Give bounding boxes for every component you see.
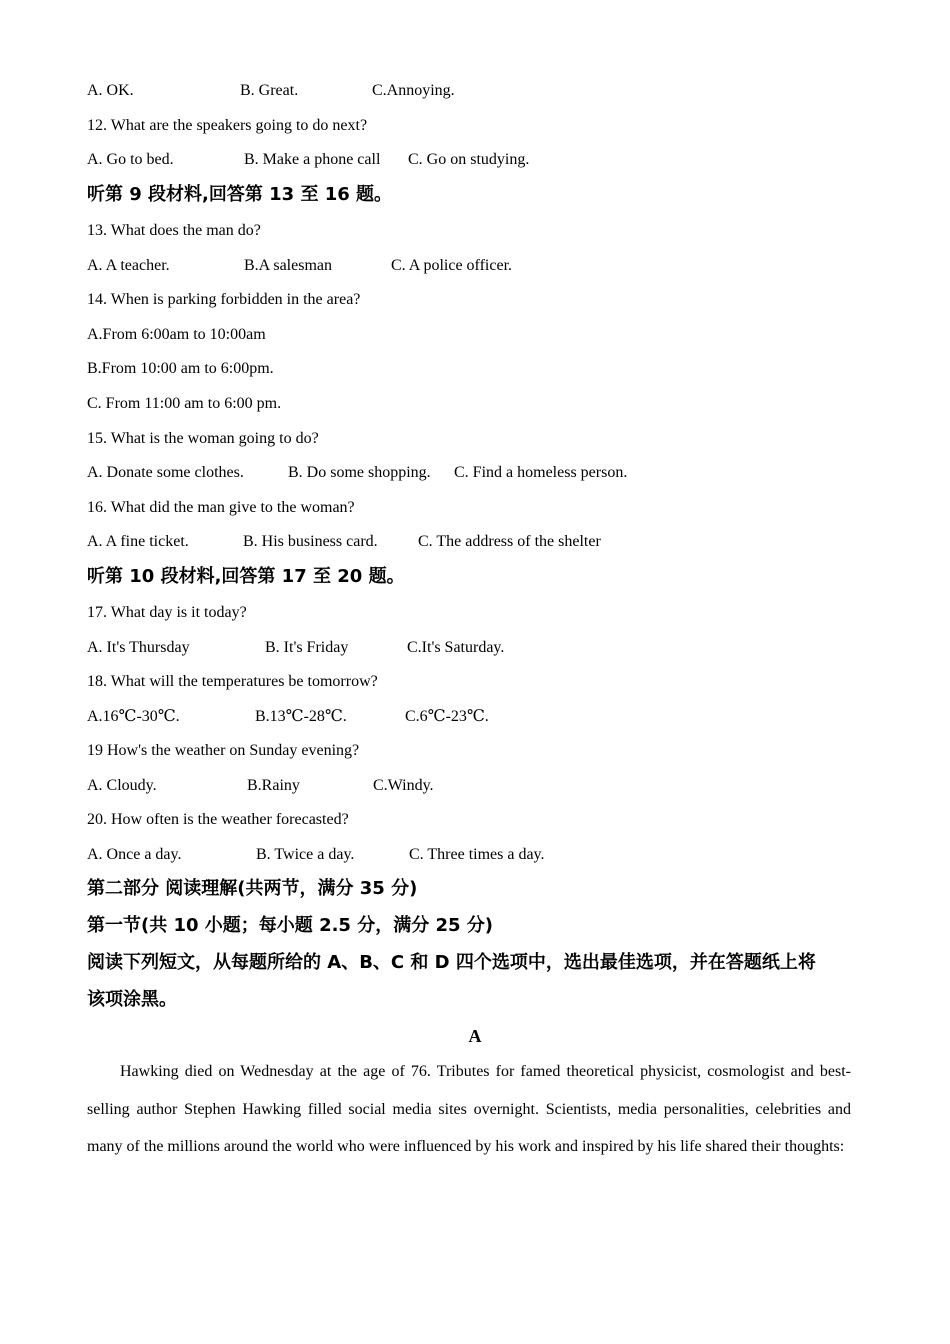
passage-paragraph: Hawking died on Wednesday at the age of 76. Tributes for famed theoretical physicist, cosmologist and best-selling author Stephen Hawking filled social media sites overnight. Scientists, media personalities, celebrities and many of the millions around the world who were influenced by his work and inspired by his life shared their thoughts: bbox=[87, 1063, 851, 1155]
q13-option-a: A. A teacher. bbox=[87, 257, 170, 274]
q15-option-c: C. Find a homeless person. bbox=[454, 464, 628, 481]
passage-title: A bbox=[468, 1026, 482, 1046]
q17-question: 17. What day is it today? bbox=[87, 604, 247, 621]
q13-question: 13. What does the man do? bbox=[87, 222, 261, 239]
q13-option-c: C. A police officer. bbox=[391, 257, 513, 274]
q20-option-a: A. Once a day. bbox=[87, 846, 182, 863]
q16-question: 16. What did the man give to the woman? bbox=[87, 499, 355, 516]
q20-option-c: C. Three times a day. bbox=[409, 846, 545, 863]
q17-option-c: C.It's Saturday. bbox=[407, 639, 505, 656]
q11-option-a: A. OK. bbox=[87, 82, 134, 99]
q15-question: 15. What is the woman going to do? bbox=[87, 430, 319, 447]
section9-heading: 听第 9 段材料,回答第 13 至 16 题。 bbox=[87, 184, 393, 205]
q18-option-b: B.13℃-28℃. bbox=[255, 708, 347, 725]
q20-option-b: B. Twice a day. bbox=[256, 846, 355, 863]
q16-option-c: C. The address of the shelter bbox=[418, 533, 601, 550]
section1-heading: 第一节(共 10 小题；每小题 2.5 分，满分 25 分) bbox=[87, 915, 494, 936]
q18-option-c: C.6℃-23℃. bbox=[405, 708, 489, 725]
q16-option-b: B. His business card. bbox=[243, 533, 378, 550]
q12-question: 12. What are the speakers going to do next? bbox=[87, 117, 368, 134]
q12-option-c: C. Go on studying. bbox=[408, 151, 530, 168]
q19-option-b: B.Rainy bbox=[247, 777, 300, 794]
q11-option-c: C.Annoying. bbox=[372, 82, 455, 99]
q17-option-b: B. It's Friday bbox=[265, 639, 349, 656]
section10-heading: 听第 10 段材料,回答第 17 至 20 题。 bbox=[87, 566, 405, 587]
instruction-line2: 该项涂黑。 bbox=[87, 989, 177, 1010]
q17-option-a: A. It's Thursday bbox=[87, 639, 190, 656]
q19-option-c: C.Windy. bbox=[373, 777, 434, 794]
q18-option-a: A.16℃-30℃. bbox=[87, 708, 180, 725]
q12-option-a: A. Go to bed. bbox=[87, 151, 174, 168]
q11-option-b: B. Great. bbox=[240, 82, 299, 99]
q18-question: 18. What will the temperatures be tomorrow? bbox=[87, 673, 378, 690]
q13-option-b: B.A salesman bbox=[244, 257, 332, 274]
q12-option-b: B. Make a phone call bbox=[244, 151, 381, 168]
q14-question: 14. When is parking forbidden in the area? bbox=[87, 291, 361, 308]
q19-question: 19 How's the weather on Sunday evening? bbox=[87, 742, 360, 759]
q14-option-a: A.From 6:00am to 10:00am bbox=[87, 326, 266, 343]
q14-option-b: B.From 10:00 am to 6:00pm. bbox=[87, 360, 274, 377]
q14-option-c: C. From 11:00 am to 6:00 pm. bbox=[87, 395, 282, 412]
q15-option-a: A. Donate some clothes. bbox=[87, 464, 244, 481]
q15-option-b: B. Do some shopping. bbox=[288, 464, 431, 481]
q19-option-a: A. Cloudy. bbox=[87, 777, 157, 794]
instruction-line1: 阅读下列短文，从每题所给的 A、B、C 和 D 四个选项中，选出最佳选项，并在答题纸上将 bbox=[87, 952, 816, 973]
part2-heading: 第二部分 阅读理解(共两节，满分 35 分) bbox=[87, 878, 418, 899]
q20-question: 20. How often is the weather forecasted? bbox=[87, 811, 349, 828]
q16-option-a: A. A fine ticket. bbox=[87, 533, 189, 550]
